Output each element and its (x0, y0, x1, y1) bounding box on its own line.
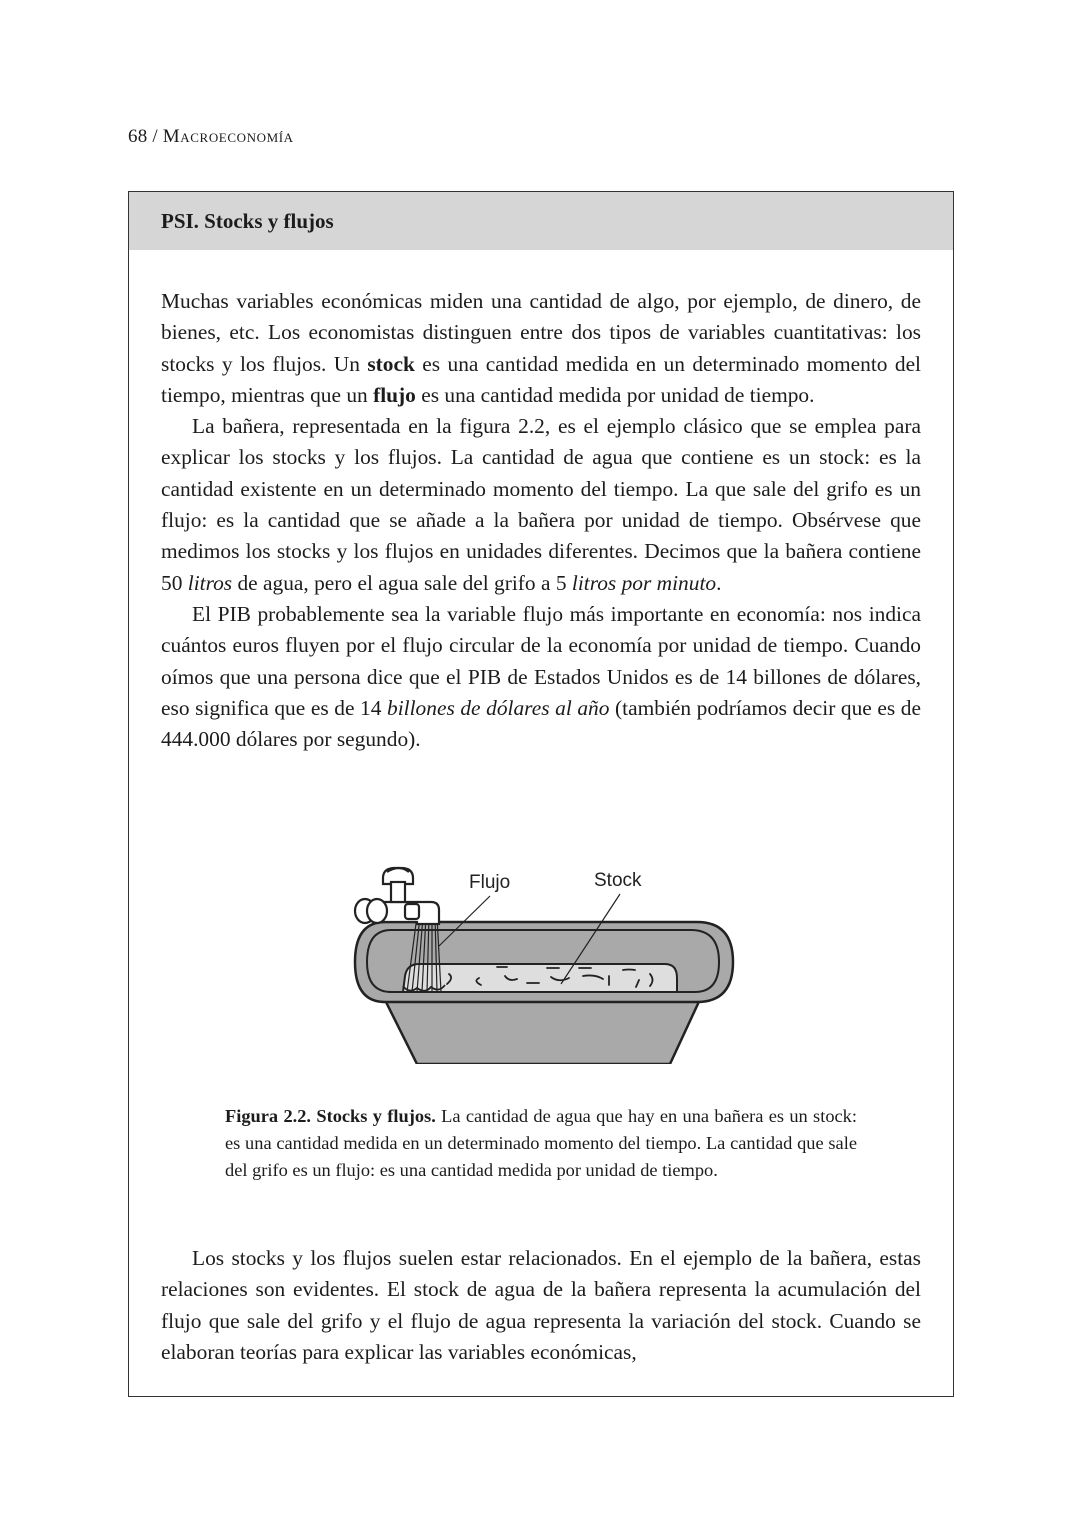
paragraph-2 (161, 411, 921, 599)
label-stock: Stock (594, 870, 642, 891)
p2-italic-1: litros (187, 570, 233, 595)
bathtub-figure (347, 864, 737, 1064)
book-title: Macroeconomía (162, 126, 294, 147)
p2-italic-2: litros por minuto (571, 570, 717, 595)
p1-text-2: es una cantidad medida en un determinado momento del tiempo, mientras que un (161, 351, 922, 407)
paragraph-3 (161, 599, 921, 755)
paragraph-4: Los stocks y los flujos suelen estar relacionados. En el ejemplo de la bañera, estas relaciones son evidentes. El stock de agua de la bañera representa la acumulación del flujo que sale del grifo y el flujo de agua representa la variación del stock. Cuando se elaboran teorías para explicar las variables económicas, (161, 1246, 921, 1364)
p2-text-1: La bañera, representada en la figura 2.2, es el ejemplo clásico que se emplea para explicar los stocks y los flujos. La cantidad de agua que contiene es un stock: es la cantidad existente en un determinado momento del tiempo. La que sale del grifo es un flujo: es la cantidad que se añade a la bañera por unidad de tiempo. Obsérvese que medimos los stocks y los flujos en unidades diferentes. Decimos que la bañera contiene 50 (161, 414, 921, 595)
paragraph-1 (161, 286, 921, 411)
p3-text-2: (también podríamos decir que es de 444.000 dólares por segundo). (161, 695, 922, 752)
box-title: PSI. Stocks y flujos (161, 208, 334, 233)
p3-text-1: El PIB probablemente sea la variable flujo más importante en economía: nos indica cuántos euros fluyen por el flujo circular de la economía por unidad de tiempo. Cuando oímos que una persona dice que el PIB de Estados Unidos es de 14 billones de dólares, eso significa que es de 14 (161, 601, 921, 720)
p2-text-2: de agua, pero el agua sale del grifo a 5 (232, 570, 572, 595)
p3-italic-1: billones de dólares al año (387, 695, 610, 720)
page-number: 68 (128, 126, 148, 147)
running-head-separator: / (152, 126, 158, 147)
term-stock: stock (367, 351, 415, 376)
p1-text-1: Muchas variables económicas miden una cantidad de algo, por ejemplo, de dinero, de bienes, etc. Los economistas distinguen entre dos tipos de variables cuantitativas: los stocks y los flujos. Un (161, 289, 921, 376)
box-header (129, 192, 953, 250)
p2-text-3: . (716, 570, 722, 595)
box-body-top (161, 286, 921, 755)
caption-title: Figura 2.2. Stocks y flujos. (225, 1106, 436, 1126)
label-flujo: Flujo (469, 872, 511, 893)
term-flujo: flujo (373, 382, 416, 407)
box-body-bottom (161, 1243, 921, 1368)
figure-caption (225, 1103, 857, 1184)
psi-box (128, 191, 954, 1397)
caption-text: La cantidad de agua que hay en una bañera es un stock: es una cantidad medida en un determinado momento del tiempo. La cantidad que sale del grifo es un flujo: es una cantidad medida por unidad de tiempo. (225, 1106, 857, 1180)
p1-text-3: es una cantidad medida por unidad de tiempo. (415, 382, 815, 407)
running-head (128, 126, 294, 148)
faucet-icon (355, 868, 439, 924)
